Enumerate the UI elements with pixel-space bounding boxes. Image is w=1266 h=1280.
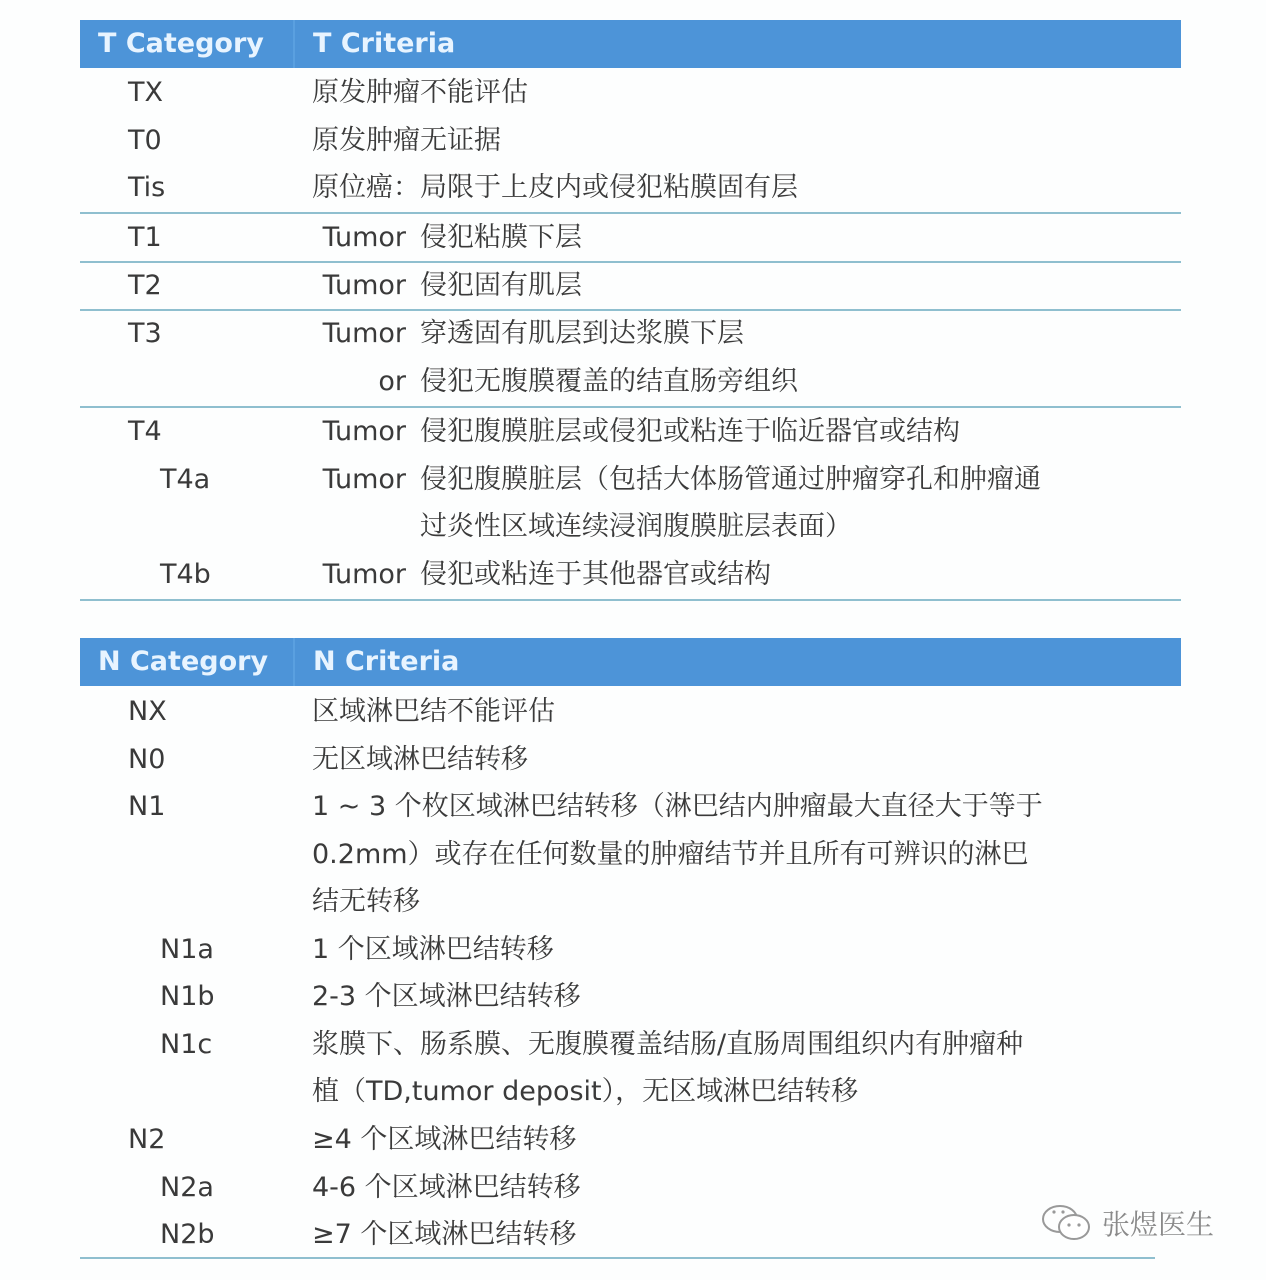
- criteria-description: 0.2mm）或存在任何数量的肿瘤结节并且所有可辨识的淋巴: [312, 839, 1029, 870]
- t-table-header: [80, 20, 1181, 68]
- category-code: N2a: [160, 1172, 214, 1203]
- criteria-description: 原发肿瘤不能评估: [312, 77, 528, 108]
- n-table-header: [80, 638, 1181, 686]
- criteria-description: 侵犯腹膜脏层或侵犯或粘连于临近器官或结构: [420, 416, 960, 447]
- criteria-text: [312, 362, 798, 402]
- category-code: N1b: [160, 981, 215, 1012]
- watermark-text: 张煜医生: [1102, 1208, 1215, 1241]
- criteria-description: 穿透固有肌层到达浆膜下层: [420, 318, 744, 349]
- category-code: T4: [128, 416, 162, 447]
- row-divider: [80, 309, 1181, 311]
- criteria-description: 1 个区域淋巴结转移: [312, 934, 554, 965]
- criteria-text: [312, 740, 528, 780]
- row-divider: [80, 212, 1181, 214]
- criteria-text: [312, 930, 554, 970]
- criteria-prefix: Tumor: [322, 416, 406, 447]
- row-divider: [80, 1257, 1155, 1259]
- category-code: N2: [128, 1124, 166, 1155]
- category-code: T1: [128, 222, 162, 253]
- criteria-text: [312, 314, 744, 354]
- category-code: T4a: [160, 464, 211, 495]
- criteria-description: 植（TD,tumor deposit），无区域淋巴结转移: [312, 1076, 859, 1107]
- criteria-text: [312, 1072, 858, 1112]
- criteria-text: [312, 692, 555, 732]
- category-code: Tis: [128, 172, 166, 203]
- category-code: T0: [128, 125, 162, 156]
- criteria-text: [312, 1215, 576, 1255]
- criteria-prefix: Tumor: [322, 559, 406, 590]
- criteria-description: 侵犯固有肌层: [420, 270, 582, 301]
- category-code: T2: [128, 270, 162, 301]
- category-code: T3: [128, 318, 162, 349]
- criteria-text: [312, 977, 581, 1017]
- row-divider: [80, 261, 1181, 263]
- criteria-description: ≥4 个区域淋巴结转移: [312, 1124, 577, 1155]
- category-code: N1a: [160, 934, 214, 965]
- criteria-prefix: Tumor: [322, 318, 406, 349]
- category-code: N1: [128, 791, 166, 822]
- wechat-icon: [1040, 1203, 1094, 1243]
- criteria-text: [312, 1120, 576, 1160]
- criteria-text: [420, 507, 852, 547]
- criteria-text: [312, 555, 771, 595]
- criteria-text: [312, 835, 1029, 875]
- criteria-text: [312, 218, 582, 258]
- criteria-description: 原发肿瘤无证据: [312, 125, 501, 156]
- criteria-description: 结无转移: [312, 886, 420, 917]
- criteria-description: 浆膜下、肠系膜、无腹膜覆盖结肠/直肠周围组织内有肿瘤种: [312, 1029, 1024, 1060]
- criteria-description: ≥7 个区域淋巴结转移: [312, 1219, 577, 1250]
- criteria-description: 侵犯或粘连于其他器官或结构: [420, 559, 771, 590]
- t-category-heading: T Category: [98, 28, 264, 59]
- category-code: N0: [128, 744, 166, 775]
- criteria-text: [312, 266, 582, 306]
- criteria-text: [312, 73, 528, 113]
- criteria-text: [312, 121, 501, 161]
- category-code: NX: [128, 696, 167, 727]
- criteria-text: [312, 412, 960, 452]
- criteria-description: 过炎性区域连续浸润腹膜脏层表面）: [420, 511, 852, 542]
- criteria-text: [312, 1168, 581, 1208]
- criteria-text: [312, 1025, 1023, 1065]
- category-code: N2b: [160, 1219, 215, 1250]
- category-code: N1c: [160, 1029, 213, 1060]
- criteria-prefix: Tumor: [322, 464, 406, 495]
- criteria-text: [312, 787, 1043, 827]
- criteria-description: 侵犯腹膜脏层（包括大体肠管通过肿瘤穿孔和肿瘤通: [420, 464, 1041, 495]
- criteria-prefix: or: [378, 366, 406, 397]
- row-divider: [80, 406, 1181, 408]
- criteria-description: 2-3 个区域淋巴结转移: [312, 981, 581, 1012]
- criteria-description: 区域淋巴结不能评估: [312, 696, 555, 727]
- criteria-description: 侵犯无腹膜覆盖的结直肠旁组织: [420, 366, 798, 397]
- category-code: TX: [128, 77, 163, 108]
- n-category-heading: N Category: [98, 646, 269, 677]
- t-criteria-heading: T Criteria: [313, 28, 456, 59]
- criteria-prefix: Tumor: [322, 222, 406, 253]
- criteria-description: 原位癌：局限于上皮内或侵犯粘膜固有层: [312, 172, 798, 203]
- criteria-text: [312, 460, 1041, 500]
- criteria-description: 侵犯粘膜下层: [420, 222, 582, 253]
- n-criteria-heading: N Criteria: [313, 646, 460, 677]
- category-code: T4b: [160, 559, 211, 590]
- criteria-description: 无区域淋巴结转移: [312, 744, 528, 775]
- criteria-text: [312, 168, 798, 208]
- watermark: [1040, 1203, 1214, 1243]
- criteria-description: 4-6 个区域淋巴结转移: [312, 1172, 581, 1203]
- criteria-text: [312, 882, 420, 922]
- criteria-description: 1 ~ 3 个枚区域淋巴结转移（淋巴结内肿瘤最大直径大于等于: [312, 791, 1043, 822]
- row-divider: [80, 599, 1181, 601]
- criteria-prefix: Tumor: [322, 270, 406, 301]
